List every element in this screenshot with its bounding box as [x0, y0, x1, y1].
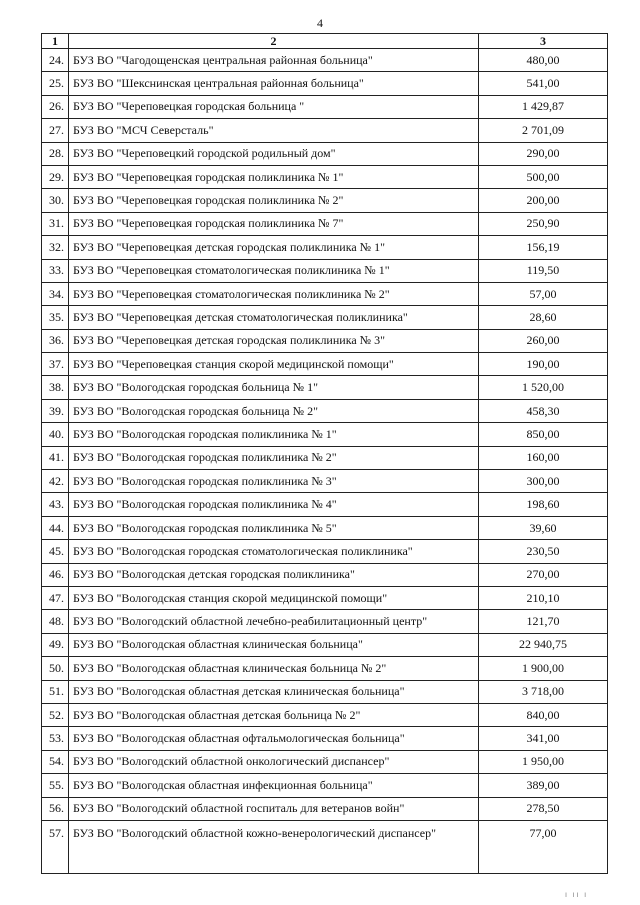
institution-name: БУЗ ВО "Вологодская городская поликлиника № 5": [69, 516, 479, 539]
table-row: [42, 329, 608, 352]
table-row: [42, 586, 608, 609]
amount-value: 250,90: [479, 212, 608, 235]
table-row: [42, 703, 608, 726]
row-number: 44.: [42, 516, 69, 539]
row-number: 30.: [42, 189, 69, 212]
column-header-3: 3: [479, 34, 608, 49]
amount-value: 290,00: [479, 142, 608, 165]
table-row: [42, 236, 608, 259]
row-number: 32.: [42, 236, 69, 259]
footer-mark: I II I: [565, 892, 588, 899]
institution-name: БУЗ ВО "Череповецкий городской родильный дом": [69, 142, 479, 165]
table-row: [42, 282, 608, 305]
row-number: 56.: [42, 797, 69, 820]
row-number: 41.: [42, 446, 69, 469]
institution-name: БУЗ ВО "Череповецкая стоматологическая поликлиника № 2": [69, 282, 479, 305]
table-body: [42, 49, 608, 874]
table-row: [42, 119, 608, 142]
row-number: 24.: [42, 49, 69, 72]
table-row: [42, 516, 608, 539]
institution-name: БУЗ ВО "Чагодощенская центральная районная больница": [69, 49, 479, 72]
table-row: [42, 820, 608, 873]
table-row: [42, 470, 608, 493]
table-row: [42, 259, 608, 282]
amount-value: 480,00: [479, 49, 608, 72]
amount-value: 28,60: [479, 306, 608, 329]
table-row: [42, 774, 608, 797]
institution-name: БУЗ ВО "Вологодская городская поликлиника № 3": [69, 470, 479, 493]
amount-value: 840,00: [479, 703, 608, 726]
row-number: 57.: [42, 820, 69, 873]
row-number: 43.: [42, 493, 69, 516]
amount-value: 278,50: [479, 797, 608, 820]
table-row: [42, 657, 608, 680]
institution-name: БУЗ ВО "Череповецкая стоматологическая поликлиника № 1": [69, 259, 479, 282]
row-number: 52.: [42, 703, 69, 726]
amount-value: 1 429,87: [479, 95, 608, 118]
institution-name: БУЗ ВО "Вологодская станция скорой медицинской помощи": [69, 586, 479, 609]
page-number: 4: [317, 16, 323, 30]
amount-value: 458,30: [479, 399, 608, 422]
table-row: [42, 165, 608, 188]
row-number: 38.: [42, 376, 69, 399]
row-number: 28.: [42, 142, 69, 165]
table-row: [42, 72, 608, 95]
table-row: [42, 493, 608, 516]
table-row: [42, 306, 608, 329]
row-number: 34.: [42, 282, 69, 305]
table-row: [42, 797, 608, 820]
row-number: 37.: [42, 353, 69, 376]
amount-value: 230,50: [479, 540, 608, 563]
institution-name: БУЗ ВО "Вологодская детская городская поликлиника": [69, 563, 479, 586]
institution-name: БУЗ ВО "Вологодская городская больница № 2": [69, 399, 479, 422]
table-row: [42, 446, 608, 469]
table-row: [42, 423, 608, 446]
institution-name: БУЗ ВО "Вологодская городская стоматологическая поликлиника": [69, 540, 479, 563]
row-number: 25.: [42, 72, 69, 95]
row-number: 55.: [42, 774, 69, 797]
row-number: 33.: [42, 259, 69, 282]
amount-value: 119,50: [479, 259, 608, 282]
table-row: [42, 680, 608, 703]
amount-value: 160,00: [479, 446, 608, 469]
amount-value: 210,10: [479, 586, 608, 609]
table-row: [42, 633, 608, 656]
institution-name: БУЗ ВО "Вологодская городская поликлиника № 4": [69, 493, 479, 516]
institution-name: БУЗ ВО "Вологодская областная детская больница № 2": [69, 703, 479, 726]
institution-name: БУЗ ВО "Череповецкая городская больница ": [69, 95, 479, 118]
amount-value: 270,00: [479, 563, 608, 586]
institution-name: БУЗ ВО "МСЧ Северсталь": [69, 119, 479, 142]
amount-value: 198,60: [479, 493, 608, 516]
institution-name: БУЗ ВО "Вологодский областной госпиталь для ветеранов войн": [69, 797, 479, 820]
institution-name: БУЗ ВО "Череповецкая детская стоматологическая поликлиника": [69, 306, 479, 329]
table-row: [42, 95, 608, 118]
row-number: 54.: [42, 750, 69, 773]
row-number: 40.: [42, 423, 69, 446]
row-number: 46.: [42, 563, 69, 586]
row-number: 45.: [42, 540, 69, 563]
row-number: 26.: [42, 95, 69, 118]
amount-value: 121,70: [479, 610, 608, 633]
amount-value: 190,00: [479, 353, 608, 376]
amount-value: 260,00: [479, 329, 608, 352]
institution-name: БУЗ ВО "Череповецкая городская поликлиника № 1": [69, 165, 479, 188]
row-number: 49.: [42, 633, 69, 656]
institution-name: БУЗ ВО "Вологодская городская поликлиника № 2": [69, 446, 479, 469]
amount-value: 500,00: [479, 165, 608, 188]
amount-value: 300,00: [479, 470, 608, 493]
amount-value: 200,00: [479, 189, 608, 212]
row-number: 35.: [42, 306, 69, 329]
table-row: [42, 189, 608, 212]
institution-name: БУЗ ВО "Вологодская областная клиническая больница": [69, 633, 479, 656]
row-number: 48.: [42, 610, 69, 633]
amount-value: 156,19: [479, 236, 608, 259]
table-row: [42, 212, 608, 235]
amount-value: 1 950,00: [479, 750, 608, 773]
row-number: 42.: [42, 470, 69, 493]
amount-value: 541,00: [479, 72, 608, 95]
row-number: 39.: [42, 399, 69, 422]
amount-value: 1 900,00: [479, 657, 608, 680]
table-row: [42, 610, 608, 633]
amount-value: 1 520,00: [479, 376, 608, 399]
institution-name: БУЗ ВО "Череповецкая станция скорой медицинской помощи": [69, 353, 479, 376]
table-row: [42, 49, 608, 72]
table-row: [42, 399, 608, 422]
institution-name: БУЗ ВО "Вологодская областная клиническая больница № 2": [69, 657, 479, 680]
table-row: [42, 563, 608, 586]
table-row: [42, 142, 608, 165]
amount-value: 850,00: [479, 423, 608, 446]
row-number: 53.: [42, 727, 69, 750]
institution-name: БУЗ ВО "Череповецкая детская городская поликлиника № 3": [69, 329, 479, 352]
table-row: [42, 750, 608, 773]
institution-name: БУЗ ВО "Вологодский областной лечебно-реабилитационный центр": [69, 610, 479, 633]
row-number: 51.: [42, 680, 69, 703]
amount-value: 3 718,00: [479, 680, 608, 703]
table-row: [42, 727, 608, 750]
row-number: 27.: [42, 119, 69, 142]
column-header-2: 2: [69, 34, 479, 49]
amount-value: 22 940,75: [479, 633, 608, 656]
amount-value: 389,00: [479, 774, 608, 797]
institution-name: БУЗ ВО "Шекснинская центральная районная больница": [69, 72, 479, 95]
row-number: 29.: [42, 165, 69, 188]
institution-name: БУЗ ВО "Череповецкая городская поликлиника № 2": [69, 189, 479, 212]
table-row: [42, 376, 608, 399]
row-number: 50.: [42, 657, 69, 680]
row-number: 36.: [42, 329, 69, 352]
institution-name: БУЗ ВО "Череповецкая детская городская поликлиника № 1": [69, 236, 479, 259]
institution-name: БУЗ ВО "Череповецкая городская поликлиника № 7": [69, 212, 479, 235]
institution-name: БУЗ ВО "Вологодский областной онкологический диспансер": [69, 750, 479, 773]
amount-value: 39,60: [479, 516, 608, 539]
amount-value: 2 701,09: [479, 119, 608, 142]
column-header-1: 1: [42, 34, 69, 49]
institution-name: БУЗ ВО "Вологодская областная инфекционная больница": [69, 774, 479, 797]
amount-value: 77,00: [479, 820, 608, 873]
institution-name: БУЗ ВО "Вологодская городская поликлиника № 1": [69, 423, 479, 446]
table-row: [42, 540, 608, 563]
institution-name: БУЗ ВО "Вологодская городская больница № 1": [69, 376, 479, 399]
allocation-table: [41, 33, 608, 874]
table-row: [42, 353, 608, 376]
table-header-row: [42, 34, 608, 49]
amount-value: 341,00: [479, 727, 608, 750]
amount-value: 57,00: [479, 282, 608, 305]
institution-name: БУЗ ВО "Вологодский областной кожно-венерологический диспансер": [69, 820, 479, 873]
row-number: 47.: [42, 586, 69, 609]
row-number: 31.: [42, 212, 69, 235]
institution-name: БУЗ ВО "Вологодская областная офтальмологическая больница": [69, 727, 479, 750]
institution-name: БУЗ ВО "Вологодская областная детская клиническая больница": [69, 680, 479, 703]
